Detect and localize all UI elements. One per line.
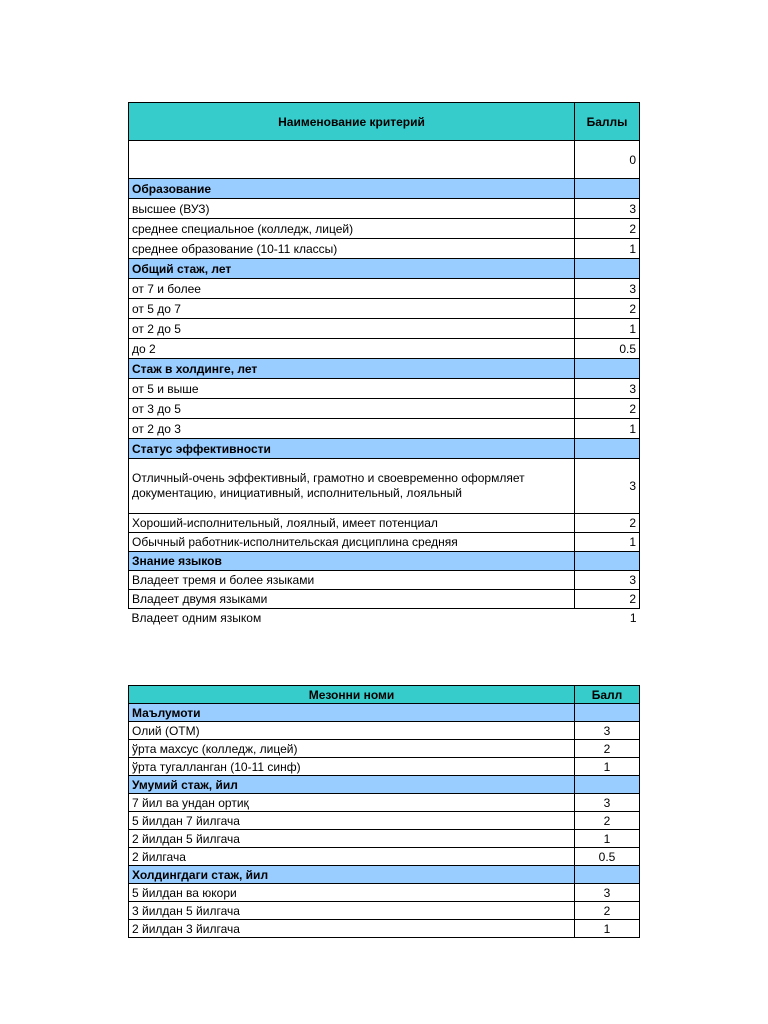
table-row (129, 571, 640, 590)
table-row (129, 722, 640, 740)
row-label: Владеет двумя языками (129, 590, 575, 609)
section-row (129, 704, 640, 722)
section-title: Образование (129, 179, 575, 199)
header-points: Балл (575, 686, 640, 704)
row-label: от 3 до 5 (129, 399, 575, 419)
row-value: 2 (575, 902, 640, 920)
criteria-table-ru (128, 102, 640, 628)
criteria-table-uz (128, 685, 640, 938)
row-label: Владеет одним языком (131, 611, 262, 626)
section-row (129, 776, 640, 794)
row-label: ўрта тугалланган (10-11 синф) (129, 758, 575, 776)
table-row (129, 379, 640, 399)
row-label (129, 141, 575, 179)
row-label: Хороший-исполнительный, лоялный, имеет потенциал (129, 514, 575, 533)
section-title: Стаж в холдинге, лет (129, 359, 575, 379)
row-value: 1 (575, 920, 640, 938)
table-row (129, 239, 640, 259)
row-value: 0.5 (575, 339, 640, 359)
table-row (129, 848, 640, 866)
section-row (129, 552, 640, 571)
row-value: 3 (575, 279, 640, 299)
row-label: от 7 и более (129, 279, 575, 299)
row-label: высшее (ВУЗ) (129, 199, 575, 219)
row-label: Владеет тремя и более языками (129, 571, 575, 590)
row-label: 2 йилдан 5 йилгача (129, 830, 575, 848)
row-label: 5 йилдан 7 йилгача (129, 812, 575, 830)
row-label: от 5 до 7 (129, 299, 575, 319)
row-label: 7 йил ва ундан ортиқ (129, 794, 575, 812)
row-value: 3 (575, 884, 640, 902)
section-row (129, 359, 640, 379)
row-value: 2 (575, 219, 640, 239)
row-value: 3 (575, 571, 640, 590)
table-header-row (129, 103, 640, 141)
row-label: ўрта махсус (колледж, лицей) (129, 740, 575, 758)
row-label: от 2 до 3 (129, 419, 575, 439)
row-label: от 2 до 5 (129, 319, 575, 339)
table-row (129, 399, 640, 419)
row-label: от 5 и выше (129, 379, 575, 399)
row-label: Обычный работник-исполнительская дисциплина средняя (129, 533, 575, 552)
table-row (129, 141, 640, 179)
row-value: 0.5 (575, 848, 640, 866)
table-row (129, 920, 640, 938)
row-value: 1 (575, 239, 640, 259)
table-row (129, 514, 640, 533)
row-value: 2 (575, 740, 640, 758)
section-row (129, 439, 640, 459)
header-points: Баллы (575, 103, 640, 141)
row-value: 2 (575, 399, 640, 419)
table-row (129, 609, 640, 628)
table-row (129, 794, 640, 812)
table-row (129, 319, 640, 339)
header-criteria: Наименование критерий (129, 103, 575, 141)
table-row (129, 279, 640, 299)
table-row (129, 299, 640, 319)
row-value: 1 (575, 758, 640, 776)
section-row (129, 259, 640, 279)
row-value: 1 (575, 319, 640, 339)
row-value: 2 (575, 299, 640, 319)
row-label: среднее образование (10-11 классы) (129, 239, 575, 259)
row-value: 3 (575, 379, 640, 399)
table-row (129, 219, 640, 239)
row-label: 2 йилдан 3 йилгача (129, 920, 575, 938)
table-row (129, 902, 640, 920)
table-row (129, 533, 640, 552)
table-row (129, 459, 640, 514)
row-label: 5 йилдан ва юкори (129, 884, 575, 902)
table-row (129, 884, 640, 902)
table-row (129, 339, 640, 359)
header-criteria: Мезонни номи (129, 686, 575, 704)
row-value: 1 (575, 533, 640, 552)
row-label: 2 йилгача (129, 848, 575, 866)
section-title: Знание языков (129, 552, 575, 571)
section-title: Общий стаж, лет (129, 259, 575, 279)
row-value: 3 (575, 722, 640, 740)
row-value: 2 (575, 812, 640, 830)
row-value: 3 (575, 199, 640, 219)
row-value: 2 (575, 590, 640, 609)
table-header-row (129, 686, 640, 704)
section-row (129, 866, 640, 884)
row-label: среднее специальное (колледж, лицей) (129, 219, 575, 239)
section-title: Маълумоти (129, 704, 575, 722)
table-row (129, 830, 640, 848)
section-title: Холдингдаги стаж, йил (129, 866, 575, 884)
table-row (129, 590, 640, 609)
row-value: 1 (575, 419, 640, 439)
section-row (129, 179, 640, 199)
row-value: 1 (629, 611, 637, 626)
table-row (129, 199, 640, 219)
row-value: 1 (575, 830, 640, 848)
row-value: 2 (575, 514, 640, 533)
table-row (129, 419, 640, 439)
row-label: до 2 (129, 339, 575, 359)
row-label: Отличный-очень эффективный, грамотно и своевременно оформляет документацию, инициативный, исполнительный, лояльный (129, 459, 575, 514)
table-row (129, 758, 640, 776)
row-label: 3 йилдан 5 йилгача (129, 902, 575, 920)
row-label: Олий (ОТМ) (129, 722, 575, 740)
row-value: 3 (575, 459, 640, 514)
row-value: 3 (575, 794, 640, 812)
section-title: Умумий стаж, йил (129, 776, 575, 794)
row-value: 0 (575, 141, 640, 179)
table-row (129, 812, 640, 830)
table-row (129, 740, 640, 758)
section-title: Статус эффективности (129, 439, 575, 459)
